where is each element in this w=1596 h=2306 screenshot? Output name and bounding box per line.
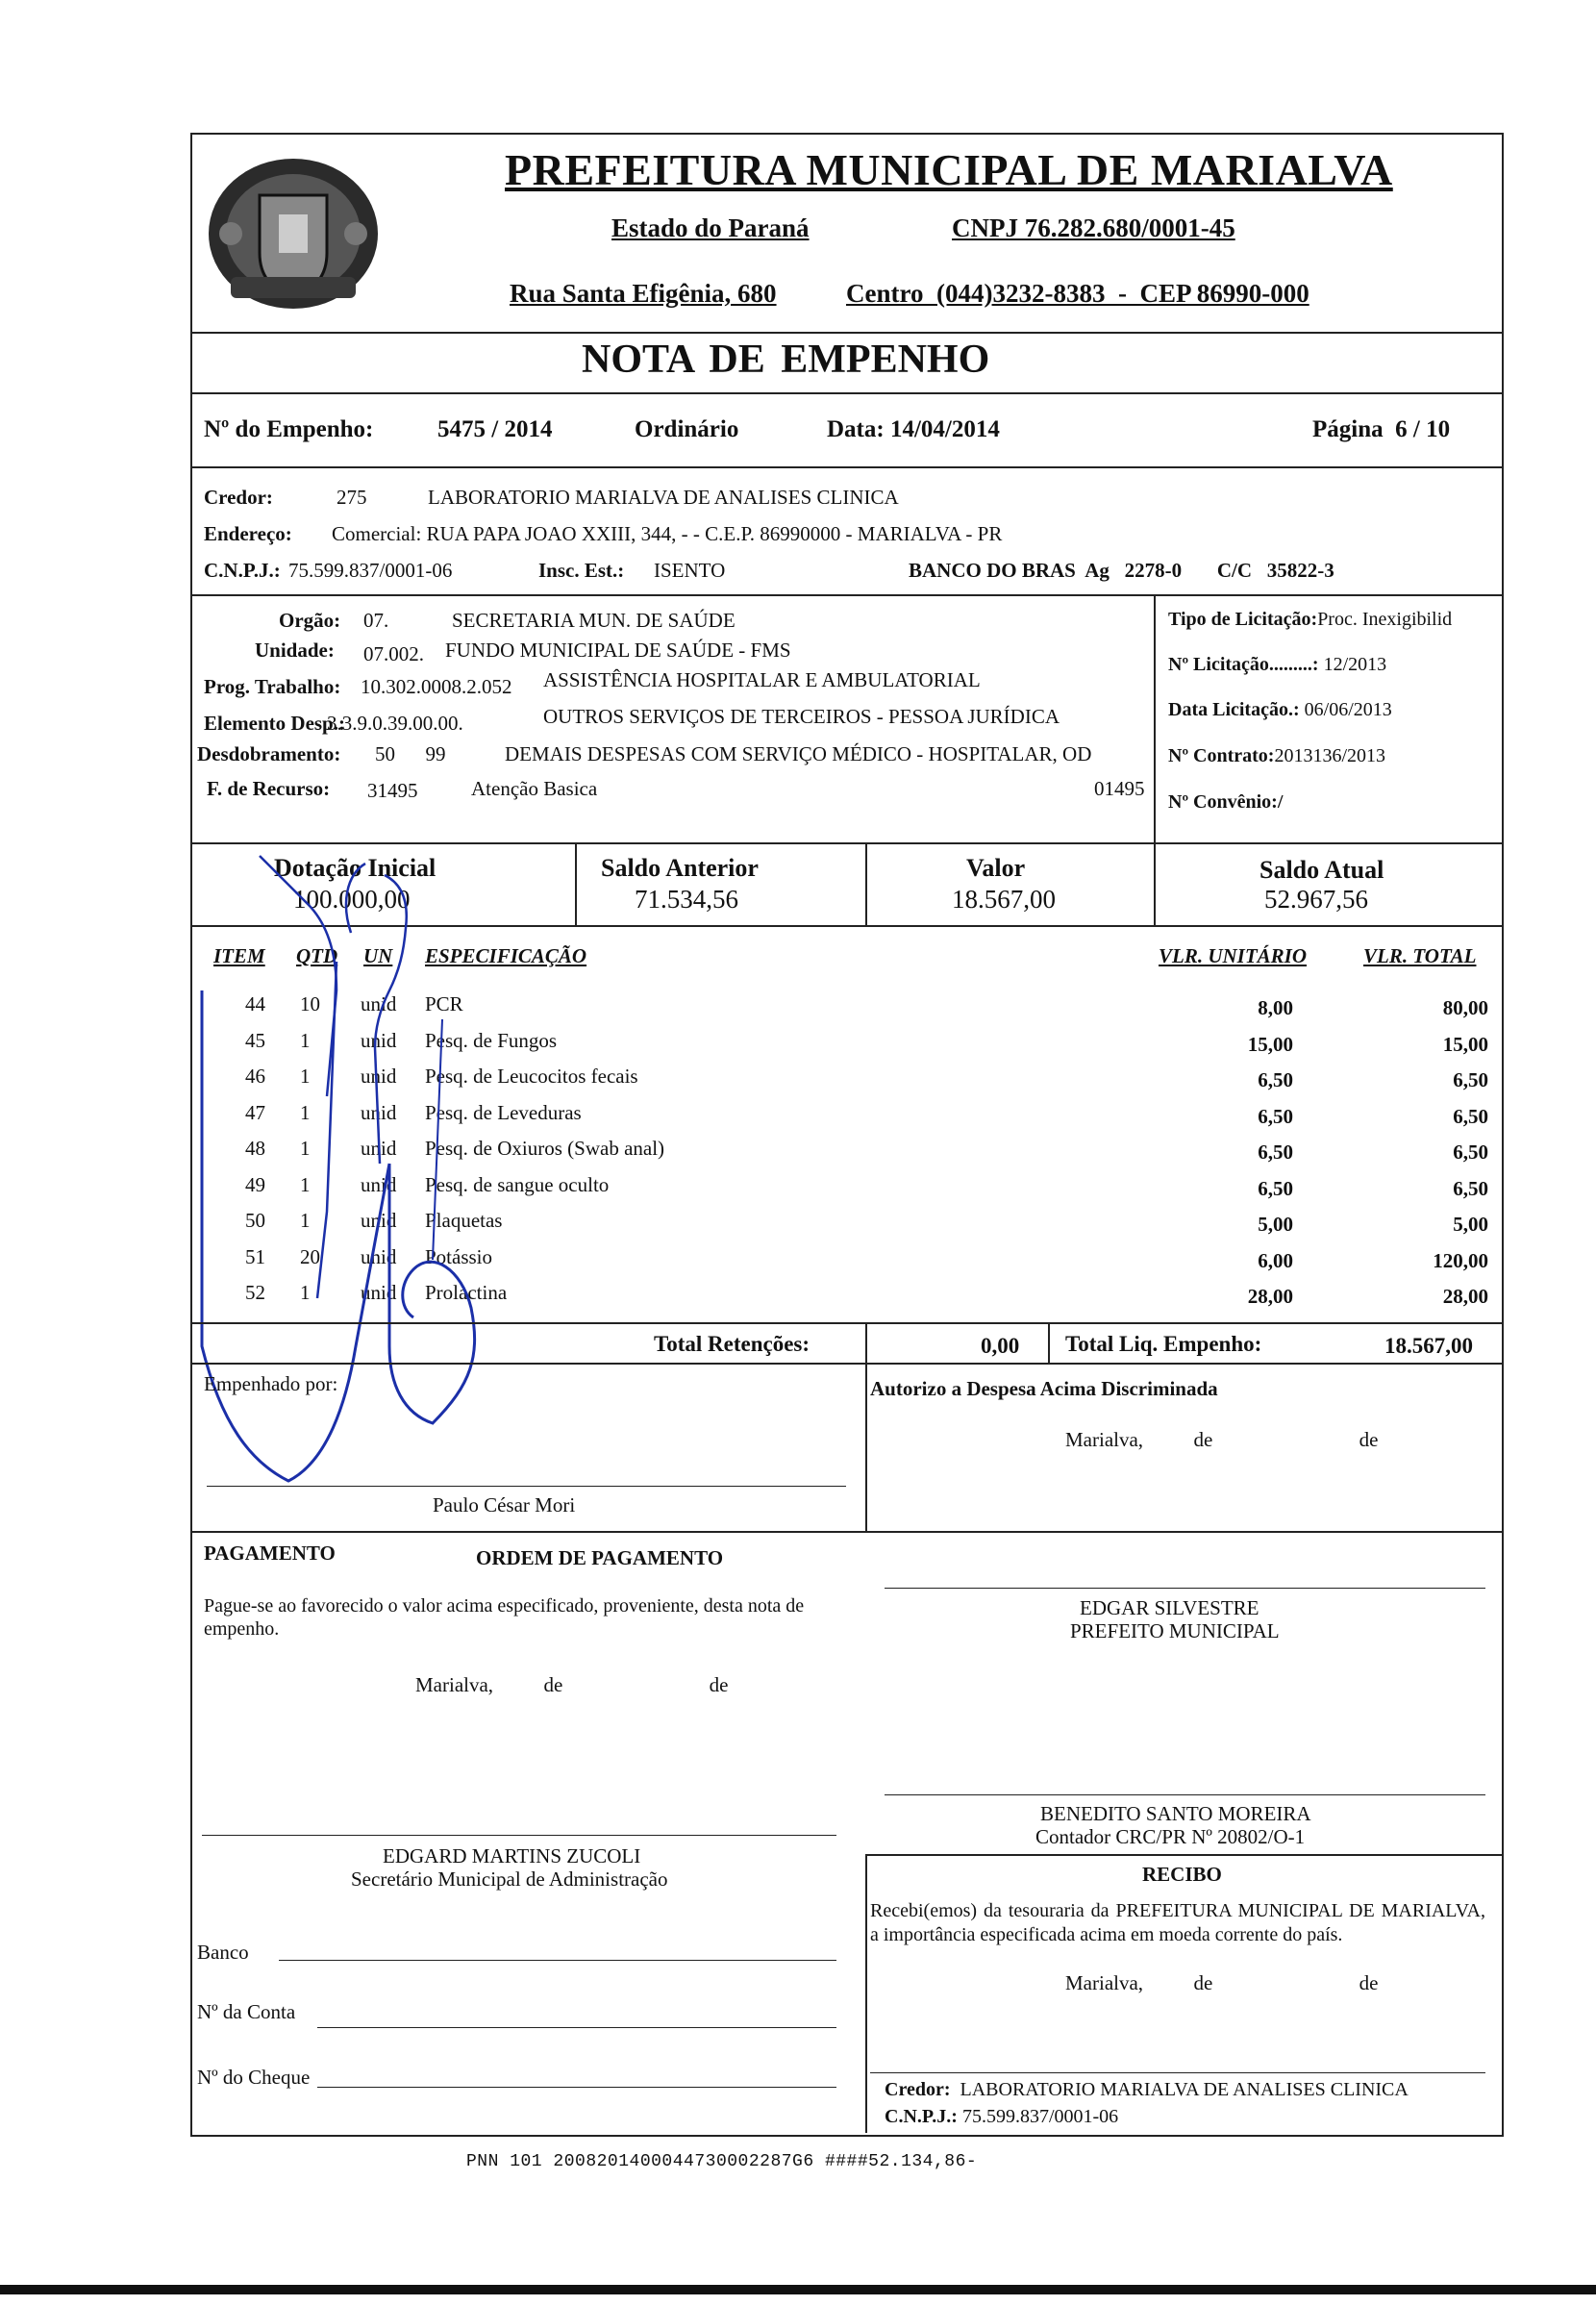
item-unit: unid xyxy=(361,1137,397,1160)
item-total: 6,50 xyxy=(1453,1140,1488,1164)
total-liquido-value: 18.567,00 xyxy=(1384,1334,1473,1358)
unidade-name: FUNDO MUNICIPAL DE SAÚDE - FMS xyxy=(445,639,791,662)
item-total: 6,50 xyxy=(1453,1104,1488,1128)
pagamento-label: PAGAMENTO xyxy=(204,1542,336,1565)
item-qtd: 1 xyxy=(300,1209,311,1232)
item-unit: unid xyxy=(361,1172,397,1196)
item-number: 50 xyxy=(245,1209,265,1232)
dotacao-inicial-value: 100.000,00 xyxy=(293,885,411,914)
saldo-atual-label: Saldo Atual xyxy=(1259,856,1384,884)
recurso-label: F. de Recurso: xyxy=(207,777,331,800)
credor-name: LABORATORIO MARIALVA DE ANALISES CLINICA xyxy=(428,486,899,509)
cnpj-value: 75.599.837/0001-06 xyxy=(288,559,453,582)
numero-licitacao: Nº Licitação.........: 12/2013 xyxy=(1168,654,1387,675)
banco-label: Banco xyxy=(197,1941,249,1964)
item-number: 45 xyxy=(245,1028,265,1052)
total-retencoes-label: Total Retenções: xyxy=(654,1332,810,1356)
desdob-name: DEMAIS DESPESAS COM SERVIÇO MÉDICO - HOSPITALAR, OD xyxy=(505,742,1092,765)
item-qtd: 1 xyxy=(300,1028,311,1052)
desdob-code: 50 99 xyxy=(375,742,446,765)
estado: Estado do Paraná xyxy=(611,213,810,242)
dotacao-inicial-label: Dotação Inicial xyxy=(274,854,436,882)
prefeito-name: EDGAR SILVESTRE xyxy=(1080,1596,1259,1619)
item-qtd: 1 xyxy=(300,1137,311,1160)
saldo-anterior-label: Saldo Anterior xyxy=(601,854,759,882)
item-unit: unid xyxy=(361,1281,397,1304)
doc-title: NOTA DE EMPENHO xyxy=(582,338,990,382)
item-qtd: 1 xyxy=(300,1065,311,1088)
item-description: Pesq. de Oxiuros (Swab anal) xyxy=(425,1137,665,1160)
recurso-number: 01495 xyxy=(1094,777,1145,800)
item-description: Pesq. de Leucocitos fecais xyxy=(425,1065,638,1088)
item-description: Plaquetas xyxy=(425,1209,503,1232)
cnpj-label: C.N.P.J.: xyxy=(204,559,281,582)
item-unit: unid xyxy=(361,1209,397,1232)
item-description: PCR xyxy=(425,992,463,1015)
item-total: 5,00 xyxy=(1453,1213,1488,1236)
item-qtd: 1 xyxy=(300,1100,311,1124)
convenio: Nº Convênio:/ xyxy=(1168,791,1284,813)
cheque-label: Nº do Cheque xyxy=(197,2066,311,2089)
col-qtd: QTD xyxy=(296,944,338,967)
prog-label: Prog. Trabalho: xyxy=(204,675,341,698)
item-qtd: 1 xyxy=(300,1172,311,1196)
recibo-cnpj: C.N.P.J.: 75.599.837/0001-06 xyxy=(885,2106,1119,2127)
page-number: Página 6 / 10 xyxy=(1312,416,1451,442)
tipo-licitacao: Tipo de Licitação:Proc. Inexigibilid xyxy=(1168,609,1453,630)
orgao-name: SECRETARIA MUN. DE SAÚDE xyxy=(452,609,736,632)
elemento-code: 3.3.9.0.39.00.00. xyxy=(327,712,463,735)
item-total: 28,00 xyxy=(1442,1285,1488,1308)
recurso-code: 31495 xyxy=(367,779,418,802)
saldo-atual-value: 52.967,56 xyxy=(1264,885,1368,914)
autorizo-date: Marialva, de de xyxy=(1065,1428,1379,1451)
item-unit-price: 6,50 xyxy=(1258,1176,1293,1200)
item-unit-price: 5,00 xyxy=(1258,1213,1293,1236)
recibo-credor: Credor: LABORATORIO MARIALVA DE ANALISES CLINICA xyxy=(885,2079,1409,2100)
item-description: Pesq. de Leveduras xyxy=(425,1100,582,1124)
item-unit: unid xyxy=(361,1028,397,1052)
address: Rua Santa Efigênia, 680 xyxy=(510,279,777,308)
item-total: 120,00 xyxy=(1433,1248,1488,1272)
contador-title: Contador CRC/PR Nº 20802/O-1 xyxy=(1035,1825,1306,1848)
item-number: 46 xyxy=(245,1065,265,1088)
total-liquido-label: Total Liq. Empenho: xyxy=(1065,1332,1262,1356)
item-unit-price: 6,00 xyxy=(1258,1248,1293,1272)
col-vlr-total: VLR. TOTAL xyxy=(1363,944,1477,967)
ordem-pagamento: ORDEM DE PAGAMENTO xyxy=(476,1546,724,1569)
item-unit: unid xyxy=(361,1100,397,1124)
item-qtd: 10 xyxy=(300,992,320,1015)
col-item: ITEM xyxy=(213,944,265,967)
desdob-label: Desdobramento: xyxy=(197,742,341,765)
item-number: 44 xyxy=(245,992,265,1015)
item-total: 6,50 xyxy=(1453,1176,1488,1200)
item-qtd: 1 xyxy=(300,1281,311,1304)
item-unit: unid xyxy=(361,1065,397,1088)
item-total: 6,50 xyxy=(1453,1068,1488,1091)
item-description: Pesq. de sangue oculto xyxy=(425,1172,610,1196)
empenho-number: 5475 / 2014 xyxy=(437,416,553,442)
item-total: 15,00 xyxy=(1442,1032,1488,1056)
prog-name: ASSISTÊNCIA HOSPITALAR E AMBULATORIAL xyxy=(543,668,981,691)
recibo-title: RECIBO xyxy=(1142,1863,1222,1886)
prog-code: 10.302.0008.2.052 xyxy=(361,675,512,698)
total-retencoes-value: 0,00 xyxy=(981,1334,1020,1358)
col-un: UN xyxy=(363,944,393,967)
saldo-anterior-value: 71.534,56 xyxy=(635,885,738,914)
empenhado-por: Empenhado por: xyxy=(204,1372,338,1395)
unidade-label: Unidade: xyxy=(255,639,335,662)
insc-label: Insc. Est.: xyxy=(538,559,625,582)
item-unit-price: 28,00 xyxy=(1247,1285,1293,1308)
handwritten-mark xyxy=(183,846,644,1539)
secretario-title: Secretário Municipal de Administração xyxy=(351,1867,668,1891)
elemento-label: Elemento Desp.: xyxy=(204,712,345,735)
orgao-code: 07. xyxy=(363,609,389,632)
item-number: 51 xyxy=(245,1244,265,1268)
item-unit: unid xyxy=(361,1244,397,1268)
coat-of-arms-logo xyxy=(202,142,385,325)
item-number: 47 xyxy=(245,1100,265,1124)
item-number: 52 xyxy=(245,1281,265,1304)
recibo-date: Marialva, de de xyxy=(1065,1971,1379,1994)
endereco-label: Endereço: xyxy=(204,522,292,545)
prefeito-title: PREFEITO MUNICIPAL xyxy=(1070,1619,1280,1642)
item-description: Potássio xyxy=(425,1244,493,1268)
item-number: 48 xyxy=(245,1137,265,1160)
item-qtd: 20 xyxy=(300,1244,320,1268)
item-number: 49 xyxy=(245,1172,265,1196)
recibo-text: Recebi(emos) da tesouraria da PREFEITURA MUNICIPAL DE MARIALVA, a importância especificada acima em moeda corrente do país. xyxy=(870,1900,1485,1945)
item-unit-price: 15,00 xyxy=(1247,1032,1293,1056)
pague-se-text: Pague-se ao favorecido o valor acima especificado, proveniente, desta nota de empenho. xyxy=(204,1595,805,1640)
prefeitura-title: PREFEITURA MUNICIPAL DE MARIALVA xyxy=(505,145,1393,194)
elemento-name: OUTROS SERVIÇOS DE TERCEIROS - PESSOA JURÍDICA xyxy=(543,705,1060,728)
item-unit-price: 6,50 xyxy=(1258,1104,1293,1128)
contrato: Nº Contrato:2013136/2013 xyxy=(1168,745,1386,766)
insc-value: ISENTO xyxy=(654,559,726,582)
item-unit-price: 8,00 xyxy=(1258,996,1293,1019)
empenho-date: Data: 14/04/2014 xyxy=(827,416,1000,442)
pagamento-date: Marialva, de de xyxy=(415,1673,729,1696)
unidade-code: 07.002. xyxy=(363,642,424,665)
item-unit: unid xyxy=(361,992,397,1015)
item-unit-price: 6,50 xyxy=(1258,1068,1293,1091)
empenho-label: Nº do Empenho: xyxy=(204,416,374,442)
item-description: Pesq. de Fungos xyxy=(425,1028,558,1052)
item-total: 80,00 xyxy=(1442,996,1488,1019)
credor-code: 275 xyxy=(337,486,367,509)
item-unit-price: 6,50 xyxy=(1258,1140,1293,1164)
recurso-name: Atenção Basica xyxy=(471,777,598,800)
signer-paulo: Paulo César Mori xyxy=(433,1493,576,1516)
data-licitacao: Data Licitação.: 06/06/2013 xyxy=(1168,699,1392,720)
orgao-label: Orgão: xyxy=(279,609,341,632)
valor-label: Valor xyxy=(966,854,1026,882)
empenho-type: Ordinário xyxy=(635,416,739,442)
endereco: Comercial: RUA PAPA JOAO XXIII, 344, - - C.E.P. 86990000 - MARIALVA - PR xyxy=(332,522,1003,545)
item-description: Prolactina xyxy=(425,1281,508,1304)
mechanical-code-line: PNN 101 2008201400044730002287G6 ####52.134,86- xyxy=(466,2152,978,2171)
cnpj-header: CNPJ 76.282.680/0001-45 xyxy=(952,213,1235,242)
credor-label: Credor: xyxy=(204,486,273,509)
valor-value: 18.567,00 xyxy=(952,885,1056,914)
secretario-name: EDGARD MARTINS ZUCOLI xyxy=(383,1844,641,1867)
contador-name: BENEDITO SANTO MOREIRA xyxy=(1040,1802,1311,1825)
col-especificacao: ESPECIFICAÇÃO xyxy=(425,944,587,967)
conta-label: Nº da Conta xyxy=(197,2000,296,2023)
bank-info: BANCO DO BRAS Ag 2278-0 C/C 35822-3 xyxy=(909,559,1334,582)
contact: Centro (044)3232-8383 - CEP 86990-000 xyxy=(846,279,1309,308)
col-vlr-unitario: VLR. UNITÁRIO xyxy=(1159,944,1308,967)
scan-edge xyxy=(0,2285,1596,2294)
autorizo-label: Autorizo a Despesa Acima Discriminada xyxy=(870,1377,1218,1400)
